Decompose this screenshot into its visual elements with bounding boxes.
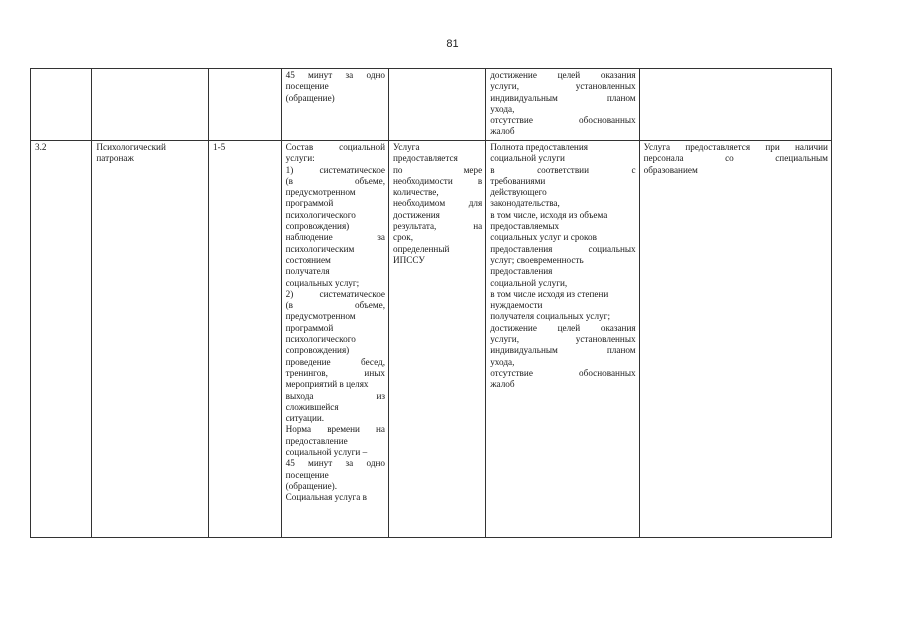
text-line: услуг; своевременность xyxy=(490,254,584,265)
text-line: необходимости в xyxy=(393,175,483,186)
text-line: сложившейся xyxy=(285,401,339,412)
text-line: услуги: xyxy=(285,153,315,164)
text-line: индивидуальным планом xyxy=(490,345,636,356)
text-line: предоставления xyxy=(490,266,553,277)
cell-content xyxy=(281,141,388,538)
text-line: Состав социальной xyxy=(285,142,386,152)
cell-number: 3.2 xyxy=(31,141,92,538)
text-line: ИПССУ xyxy=(393,254,425,265)
text-line: Услуга xyxy=(393,142,420,152)
text-line: предусмотренном xyxy=(285,311,356,322)
cell-terms xyxy=(389,141,486,538)
text-line: по мере xyxy=(393,164,483,175)
text-line: достижение целей оказания xyxy=(490,70,636,80)
text-line: состоянием xyxy=(285,254,331,265)
text-line: психологического xyxy=(285,334,356,345)
text-line: сопровождения) xyxy=(285,221,350,232)
text-line: Услуга предоставляется при наличии xyxy=(643,142,828,152)
text-line: посещение xyxy=(285,469,329,480)
services-table xyxy=(30,68,832,538)
text-line: отсутствие обоснованных xyxy=(490,115,636,126)
text-line: социальной услуги xyxy=(490,153,565,164)
text-line: в том числе, исходя из объема xyxy=(490,209,608,220)
text-line: программой xyxy=(285,198,334,209)
text-line: услуги, установленных xyxy=(490,81,636,92)
text-line: жалоб xyxy=(490,126,515,137)
text-line: Психологический xyxy=(96,142,166,152)
text-line: достижения xyxy=(393,209,440,220)
table-row-3-2 xyxy=(31,141,832,538)
text-line: требованиями xyxy=(490,175,546,186)
text-line: мероприятий в целях xyxy=(285,379,369,390)
text-line: программой xyxy=(285,322,334,333)
text-line: получателя социальных услуг; xyxy=(490,311,611,322)
text-line: в том числе исходя из степени xyxy=(490,288,609,299)
text-line: Полнота предоставления xyxy=(490,142,588,152)
text-line: результата, на xyxy=(393,221,483,232)
text-line: образованием xyxy=(643,164,698,175)
text-line: (обращение) xyxy=(285,92,335,103)
text-line: (в объеме, xyxy=(285,300,386,311)
text-line: предоставления социальных xyxy=(490,243,636,254)
cell-terms xyxy=(389,69,486,141)
cell-content xyxy=(281,69,388,141)
cell-name xyxy=(92,69,209,141)
text-line: социальной услуги – xyxy=(285,447,368,458)
text-line: предоставляется xyxy=(393,153,458,164)
text-line: достижение целей оказания xyxy=(490,322,636,333)
cell-period xyxy=(208,69,281,141)
text-line: срок, xyxy=(393,232,414,243)
text-line: сопровождения) xyxy=(285,345,350,356)
cell-number xyxy=(31,69,92,141)
text-line: ухода, xyxy=(490,103,515,114)
text-line: Социальная услуга в xyxy=(285,492,367,503)
text-line: получателя xyxy=(285,266,330,277)
text-line: необходимом для xyxy=(393,198,483,209)
cell-conditions xyxy=(639,141,831,538)
text-line: посещение xyxy=(285,81,329,92)
text-line: ситуации. xyxy=(285,413,325,424)
text-line: законодательства, xyxy=(490,198,560,209)
text-line: услуги, установленных xyxy=(490,334,636,345)
text-line: нуждаемости xyxy=(490,300,543,311)
text-line: патронаж xyxy=(96,153,134,164)
text-line: предоставление xyxy=(285,435,348,446)
text-line: ухода, xyxy=(490,356,515,367)
page-number: 81 xyxy=(446,38,459,50)
text-line: отсутствие обоснованных xyxy=(490,367,636,378)
text-line: персонала со специальным xyxy=(643,153,828,164)
text-line: выхода из xyxy=(285,390,386,401)
table-row-continued xyxy=(31,69,832,141)
text-line: социальной услуги, xyxy=(490,277,568,288)
cell-quality xyxy=(486,141,639,538)
cell-period: 1-5 xyxy=(208,141,281,538)
cell-name xyxy=(92,141,209,538)
cell-quality xyxy=(486,69,639,141)
text-line: 45 минут за одно xyxy=(285,70,385,80)
text-line: (в объеме, xyxy=(285,175,386,186)
text-line: наблюдение за xyxy=(285,232,386,243)
text-line: предусмотренном xyxy=(285,187,356,198)
text-line: (обращение). xyxy=(285,480,338,491)
text-line: психологическим xyxy=(285,243,355,254)
text-line: психологического xyxy=(285,209,356,220)
text-line: 1) систематическое xyxy=(285,164,386,175)
text-line: проведение бесед, xyxy=(285,356,386,367)
cell-conditions xyxy=(639,69,831,141)
text-line: определенный xyxy=(393,243,450,254)
text-line: действующего xyxy=(490,187,547,198)
text-line: Норма времени на xyxy=(285,424,385,435)
text-line: 45 минут за одно xyxy=(285,458,385,469)
text-line: социальных услуг; xyxy=(285,277,360,288)
text-line: индивидуальным планом xyxy=(490,92,636,103)
text-line: предоставляемых xyxy=(490,221,560,232)
text-line: 2) систематическое xyxy=(285,288,386,299)
text-line: социальных услуг и сроков xyxy=(490,232,597,243)
text-line: в соответствии с xyxy=(490,164,636,175)
text-line: жалоб xyxy=(490,379,515,390)
text-line: количестве, xyxy=(393,187,439,198)
text-line: тренингов, иных xyxy=(285,367,386,378)
